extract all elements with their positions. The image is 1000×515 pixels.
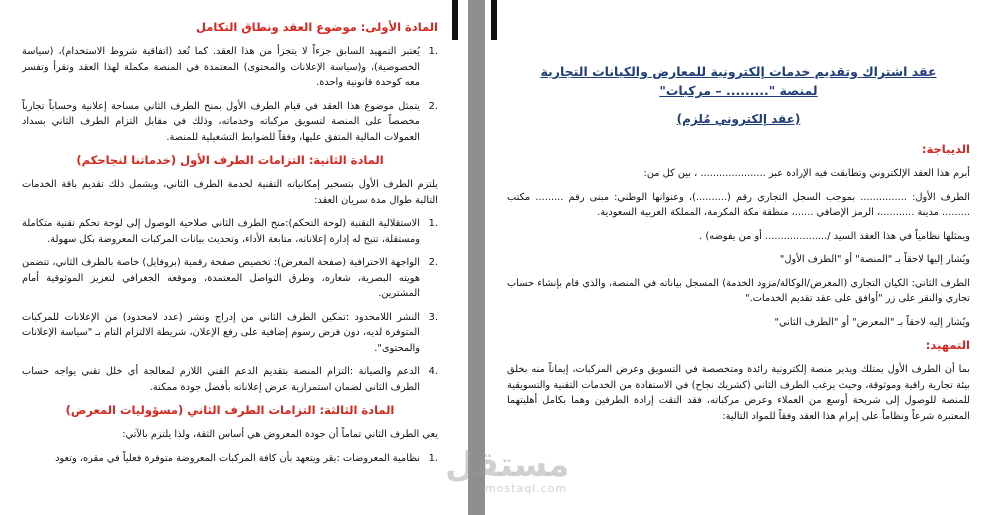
article-1-heading: المادة الأولى: موضوع العقد ونطاق التكامل	[196, 20, 438, 34]
preamble-p3: ويمثلها نظامياً في هذا العقد السيد /.................... أو من يفوضه) .	[699, 230, 970, 242]
item-text: يتمثل موضوع هذا العقد في قيام الطرف الأول بمنح الطرف الثاني مساحة إعلانية وحساباً تجارياً مخصصاً على المنصة لتسويق مركباته وخدماته، وذلك في مقابل التزام الطرف الثاني بسداد العمولات المالية المتفق عليها، وفقاً للضوابط التشغيلية للمنصة.	[22, 100, 420, 143]
watermark-text: مستقل	[445, 445, 570, 485]
watermark-logo	[445, 445, 570, 495]
article-2-intro: يلتزم الطرف الأول بتسخير إمكانياته التقنية لخدمة الطرف الثاني، ويشمل ذلك تقديم باقة الخدمات التالية طوال مدة سريان العقد:	[22, 179, 438, 206]
article-1-item-1	[22, 44, 438, 91]
item-number: .3	[428, 311, 438, 323]
preamble-p5: الطرف الثاني: الكيان التجاري (المعرض/الوكالة/مزود الخدمة) المسجل بياناته في المنصة، والذي قام بإنشاء حساب تجاري والنقر على زر "أوافق على عقد تقديم الخدمات."	[507, 277, 970, 304]
article-2-item-1	[22, 216, 438, 247]
article-2-item-2	[22, 255, 438, 302]
item-number: .2	[428, 257, 438, 268]
article-2-item-4	[22, 364, 438, 395]
document-page-left	[0, 0, 468, 515]
item-number: .1	[428, 452, 438, 464]
preamble-p1: أبرم هذا العقد الإلكتروني وتطابقت فيه الإرادة عبر ..................... ، بين كل من:	[643, 168, 970, 179]
preamble-p2: الطرف الأول: ............... بموجب السجل التجاري رقم (..........)، وعنوانها الوطني: مبنى رقم ......... مكتب ......... مدينة ...........، الرمز الإضافي ......، منطقة مكة المكرمة، المملكة العربية السعودية.	[507, 191, 970, 218]
preamble-heading: الديباجة:	[921, 142, 970, 156]
item-number: .1	[428, 46, 438, 57]
margin-mark	[452, 0, 458, 40]
item-number: .2	[428, 100, 438, 112]
article-2-heading: المادة الثانية: التزامات الطرف الأول (خدماتنا لنجاحكم)	[76, 153, 384, 167]
introduction-heading: التمهيد:	[925, 338, 970, 352]
margin-mark	[491, 0, 497, 40]
article-2-item-3	[22, 310, 438, 357]
document-page-right	[485, 0, 1000, 515]
item-text: الاستقلالية التقنية (لوحة التحكم):منح الطرف الثاني صلاحية الوصول إلى لوحة تحكم تقنية متكاملة ومستقلة، تتيح له إدارة إعلاناته، متابعة الأداء، وتحديث بيانات المركبات المعروضة بكل سهولة.	[22, 218, 420, 245]
item-text: النشر اللامحدود :تمكين الطرف الثاني من إدراج ونشر (عدد لامحدود) من الإعلانات للمركبات المتوفرة لديه، دون فرض رسوم إضافية على رفع الإعلان، شريطة الالتزام التام بـ "سياسة الإعلانات والمحتوى".	[22, 311, 420, 354]
item-text: نظامية المعروضات :يقر ويتعهد بأن كافة المركبات المعروضة متوفرة فعلياً في مقره، وتعود	[55, 452, 420, 464]
item-text: يُعتبر التمهيد السابق جزءاً لا يتجزأ من هذا العقد. كما تُعد (اتفاقية شروط الاستخدام)، (سياسة الخصوصية)، و(سياسة الإعلانات والمحتوى) المعتمدة في المنصة مكملة لهذا العقد وتقرأ وتفسر معه كوحدة قانونية واحدة.	[22, 46, 420, 88]
contract-title	[507, 62, 970, 126]
item-text: الواجهة الاحترافية (صفحة المعرض): تخصيص صفحة رقمية (بروفايل) خاصة بالطرف الثاني، تتضمن هويته البصرية، شعاره، وطرق التواصل المعتمدة، وموقعه الجغرافي لتعزيز الموثوقية أمام المشترين.	[22, 257, 420, 299]
introduction-p1: بما أن الطرف الأول يمتلك ويدير منصة إلكترونية رائدة ومتخصصة في التسويق وعرض المركبات، إيماناً منه بخلق بيئة تجارية راقية وموثوقة، وحيث يرغب الطرف الثاني (كشريك نجاح) في الاستفادة من الخدمات التقنية والتسويقية للمنصة للوصول إلى شريحة أوسع من العملاء وعرض مركباته، فقد التقت إرادة الطرفين وهما بكامل أهليتهما المعتبرة شرعاً ونظاماً على إبرام هذا العقد وفقاً للمواد التالية:	[507, 364, 970, 422]
title-line-1: عقد اشتراك وتقديم خدمات إلكترونية للمعارض والكيانات التجارية	[540, 64, 937, 79]
watermark-url: mostaql.com	[485, 482, 568, 495]
contract-subtitle: (عقد إلكتروني مُلزم)	[676, 112, 801, 126]
article-3-intro: يعي الطرف الثاني تماماً أن جودة المعروض هي أساس الثقة، ولذا يلتزم بالآتي:	[122, 429, 438, 440]
article-3-heading: المادة الثالثة: التزامات الطرف الثاني (مسؤوليات المعرض)	[65, 403, 395, 417]
preamble-p6: ويُشار إليه لاحقاً بـ "المعرض" أو "الطرف الثاني"	[774, 316, 970, 328]
preamble-p4: ويُشار إليها لاحقاً بـ "المنصة" أو "الطرف الأول"	[779, 254, 970, 265]
item-number: .4	[428, 366, 438, 377]
article-1-item-2	[22, 99, 438, 146]
article-3-item-1	[22, 451, 438, 467]
item-number: .1	[428, 218, 438, 229]
item-text: الدعم والصيانة :التزام المنصة بتقديم الدعم الفني اللازم لمعالجة أي خلل تقني يواجه حساب الطرف الثاني لضمان استمرارية عرض إعلاناته بأفضل جودة ممكنة.	[22, 366, 420, 393]
title-line-2: لمنصة "......... – مركبات"	[659, 83, 818, 98]
